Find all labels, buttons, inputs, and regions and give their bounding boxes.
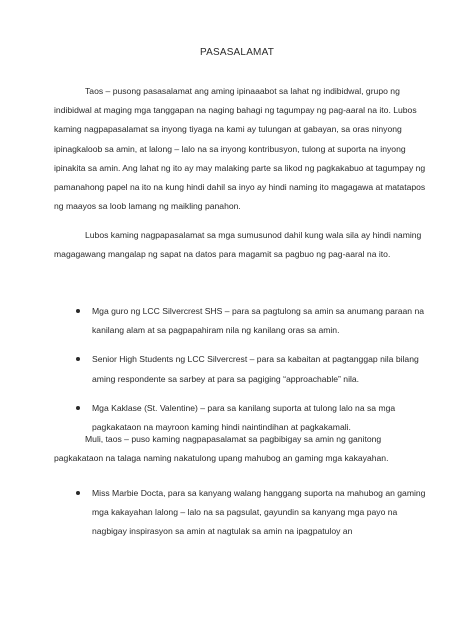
list-item-text: Mga Kaklase (St. Valentine) – para sa kanilang suporta at tulong lalo na sa mga pagkakataon na mayroon kaming hindi naintindihan at pagkakamali. [92, 402, 396, 433]
bullet-icon [76, 491, 80, 495]
list-item-text: Senior High Students ng LCC Silvercrest – para sa kabaitan at pagtanggap nila bilang aming respondente sa sarbey at para sa pagiging “approachable” nila. [92, 354, 419, 384]
page-title: PASASALAMAT [199, 47, 275, 58]
paragraph-intro: Taos – pusong pasasalamat ang aming ipinaaabot sa lahat ng indibidwal, grupo ng indibidwal at maging mga tanggapan na naging bahagi ng tagumpay ng pag-aaral na ito. Lubos kaming nagpapasalamat sa inyong tiyaga na kami ay tulungan at gabayan, sa oras ninyong ipinagkaloob sa amin, at lalong – lalo na sa inyong kontribusyon, tulong at suporta na inyong ipinakita sa amin. Ang lahat ng ito ay may malaking parte sa likod ng pagkakabuo at tagumpay ng pamanahong papel na ito na kung hindi dahil sa inyo ay hindi naming ito magagawa at matatapos ng maayos sa loob lamang ng maikling panahon. [54, 86, 426, 212]
bullet-icon [76, 357, 80, 361]
list-item [54, 302, 426, 340]
list-item [54, 484, 426, 542]
list-item-text: Miss Marbie Docta, para sa kanyang walang hanggang suporta na mahubog an gaming mga kakayahan lalong – lalo na sa pagsulat, gayundin sa kanyang mga payo na nagbigay inspirasyon sa amin at nagtulak sa amin na ipagpatuloy an [92, 488, 426, 537]
acknowledgement-list [54, 302, 426, 447]
acknowledgement-list-adviser [54, 484, 426, 552]
paragraph-closing: Muli, taos – puso kaming nagpapasalamat sa pagbibigay sa amin ng ganitong pagkakataon na talaga naming nakatulong upang mahubog an gaming mga kakayahan. [54, 434, 389, 464]
bullet-icon [76, 406, 80, 410]
bullet-icon [76, 309, 80, 313]
paragraph-thanks-list-intro: Lubos kaming nagpapasalamat sa mga sumusunod dahil kung wala sila ay hindi naming magagawang mangalap ng sapat na datos para magamit sa pagbuo ng pag-aaral na ito. [54, 230, 422, 260]
list-item [54, 350, 426, 388]
list-item-text: Mga guro ng LCC Silvercrest SHS – para sa pagtulong sa amin sa anumang paraan na kanilang alam at sa pagpapahiram nila ng kanilang oras sa amin. [92, 306, 425, 336]
